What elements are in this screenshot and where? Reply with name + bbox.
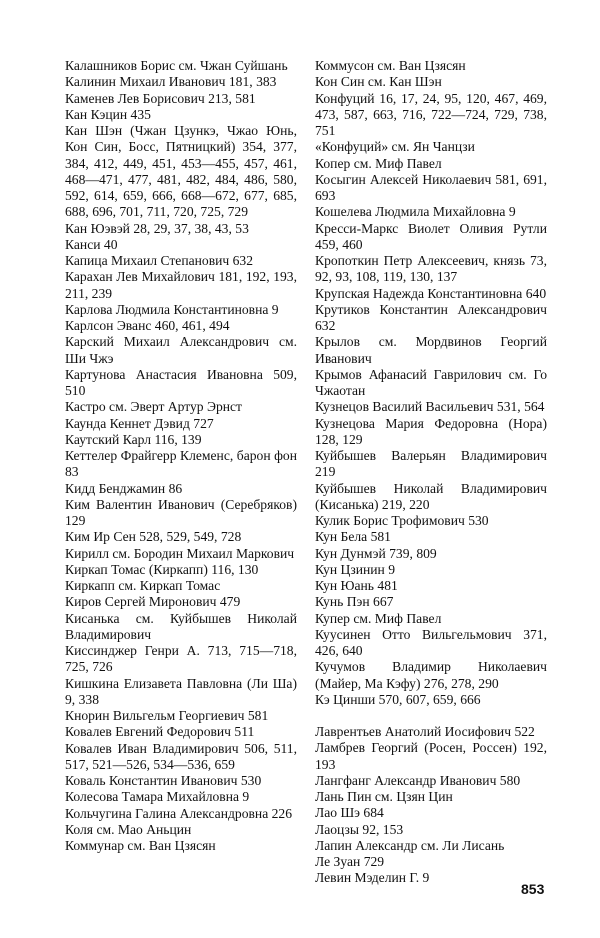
index-entry: Кан Кэцин 435 — [65, 106, 151, 122]
index-entry: Кошелева Людмила Михайловна 9 — [315, 204, 516, 220]
index-entry: Кирилл см. Бородин Михаил Маркович — [65, 545, 295, 561]
index-entry: Киров Сергей Миронович 479 — [65, 594, 241, 610]
index-entry: Каутский Карл 116, 139 — [65, 431, 202, 447]
index-entry: Куйбышев Николай Владимирович (Кисанька) 219, 220 — [315, 480, 547, 512]
index-entry: Лангфанг Александр Иванович 580 — [315, 772, 521, 788]
index-entry: Крылов см. Мордвинов Георгий Иванович — [315, 334, 547, 366]
index-column-left — [65, 58, 297, 854]
index-entry: Карлова Людмила Константиновна 9 — [65, 301, 279, 317]
index-entry: Лапин Александр см. Ли Лисань — [315, 837, 505, 853]
index-entry: Куйбышев Валерьян Владимирович 219 — [315, 448, 547, 480]
index-entry: Каунда Кеннет Дэвид 727 — [65, 415, 214, 431]
index-entry: Кун Бела 581 — [315, 529, 391, 545]
index-entry: Кан Юэвэй 28, 29, 37, 38, 43, 53 — [65, 220, 249, 236]
index-entry: Коммусон см. Ван Цзясян — [315, 58, 466, 73]
index-entry: Кольчугина Галина Александровна 226 — [65, 805, 293, 821]
index-entry: Кастро см. Эверт Артур Эрнст — [65, 399, 242, 415]
index-entry: Ковалев Иван Владимирович 506, 511, 517, 521—526, 534—536, 659 — [65, 740, 297, 772]
index-entry: Ламбрев Георгий (Росен, Россен) 192, 193 — [315, 740, 547, 772]
index-entry: Кун Дунмэй 739, 809 — [315, 545, 437, 561]
index-entry: Карахан Лев Михайлович 181, 192, 193, 211, 239 — [65, 269, 297, 301]
index-entry: Коммунар см. Ван Цзясян — [65, 838, 216, 853]
index-entry: Каменев Лев Борисович 213, 581 — [65, 90, 256, 106]
index-entry: Косыгин Алексей Николаевич 581, 691, 693 — [315, 171, 547, 203]
index-entry: Кеттелер Фрайгерр Клеменс, барон фон 83 — [65, 448, 297, 480]
index-entry: Кресси-Маркс Виолет Оливия Рутли 459, 460 — [315, 220, 547, 252]
index-entry: Кропоткин Петр Алексеевич, князь 73, 92, 93, 108, 119, 130, 137 — [315, 253, 547, 285]
index-entry: Карский Михаил Александрович см. Ши Чжэ — [65, 334, 297, 366]
index-entry: Копер см. Миф Павел — [315, 155, 442, 171]
index-entry: Ким Ир Сен 528, 529, 549, 728 — [65, 529, 242, 545]
index-entry: Конфуций 16, 17, 24, 95, 120, 467, 469, 473, 587, 663, 716, 722—724, 729, 738, 751 — [315, 90, 547, 138]
index-column-right — [315, 58, 547, 887]
index-entry: Коля см. Мао Аньцин — [65, 821, 192, 837]
index-entry: Кнорин Вильгельм Георгиевич 581 — [65, 708, 269, 723]
index-entry: Кидд Бенджамин 86 — [65, 480, 183, 496]
index-entry: Ковалев Евгений Федорович 511 — [65, 724, 255, 740]
index-entry: Купер см. Миф Павел — [315, 610, 442, 626]
index-entry: Кучумов Владимир Николаевич (Майер, Ма Кэфу) 276, 278, 290 — [315, 659, 547, 691]
index-entry: Карлсон Эванс 460, 461, 494 — [65, 318, 230, 333]
index-entry: Кэ Цинши 570, 607, 659, 666 — [315, 691, 481, 707]
index-entry: Кунь Пэн 667 — [315, 594, 394, 610]
index-entry: Крутиков Константин Александрович 632 — [315, 301, 547, 333]
index-entry: Лаоцзы 92, 153 — [315, 821, 404, 837]
index-entry: Кон Син см. Кан Шэн — [315, 74, 442, 90]
index-entry: Кишкина Елизавета Павловна (Ли Ша) 9, 338 — [65, 675, 297, 707]
index-entry: Лаврентьев Анатолий Иосифович 522 — [315, 724, 535, 739]
index-entry: Капица Михаил Степанович 632 — [65, 253, 254, 268]
index-entry: Коваль Константин Иванович 530 — [65, 773, 262, 788]
page-number: 853 — [521, 881, 545, 897]
index-entry: Кузнецов Василий Васильевич 531, 564 — [315, 399, 545, 415]
index-entry: Киркап Томас (Киркапп) 116, 130 — [65, 561, 259, 577]
index-entry: Кан Шэн (Чжан Цзункэ, Чжао Юнь, Кон Син, Босс, Пятницкий) 354, 377, 384, 412, 449, 451, 453—455, 457, 461, 468—471, 477, 481, 482, 484, 486, 580, 592, 614, 659, 666, 668—672, 677, 685, 688, 696, 701, 711, 720, 725, 729 — [65, 123, 297, 220]
index-entry: Киркапп см. Киркап Томас — [65, 578, 221, 593]
index-entry: Кисанька см. Куйбышев Николай Владимирович — [65, 610, 297, 642]
index-entry: Кулик Борис Трофимович 530 — [315, 513, 489, 528]
index-entry: Куусинен Отто Вильгельмович 371, 426, 640 — [315, 626, 547, 658]
index-entry: Киссинджер Генри А. 713, 715—718, 725, 726 — [65, 643, 297, 675]
index-entry: Крупская Надежда Константиновна 640 — [315, 285, 547, 301]
index-entry: Кун Цзинин 9 — [315, 561, 395, 577]
index-entry: Колесова Тамара Михайловна 9 — [65, 789, 250, 805]
index-entry: Ким Валентин Иванович (Серебряков) 129 — [65, 496, 297, 528]
index-entry: Лао Шэ 684 — [315, 805, 384, 821]
index-entry: Ле Зуан 729 — [315, 854, 385, 869]
index-entry: Левин Мэделин Г. 9 — [315, 870, 430, 886]
index-entry: «Конфуций» см. Ян Чанцзи — [315, 139, 475, 155]
index-entry: Картунова Анастасия Ивановна 509, 510 — [65, 366, 297, 398]
index-entry: Канси 40 — [65, 236, 118, 252]
section-gap — [315, 708, 547, 724]
index-entry: Кун Юань 481 — [315, 578, 398, 593]
index-entry: Кузнецова Мария Федоровна (Нора) 128, 129 — [315, 415, 547, 447]
index-entry: Калинин Михаил Иванович 181, 383 — [65, 74, 277, 90]
index-entry: Калашников Борис см. Чжан Суйшань — [65, 58, 288, 73]
index-entry: Крымов Афанасий Гаврилович см. Го Чжаотан — [315, 366, 547, 398]
index-entry: Лань Пин см. Цзян Цин — [315, 789, 453, 804]
